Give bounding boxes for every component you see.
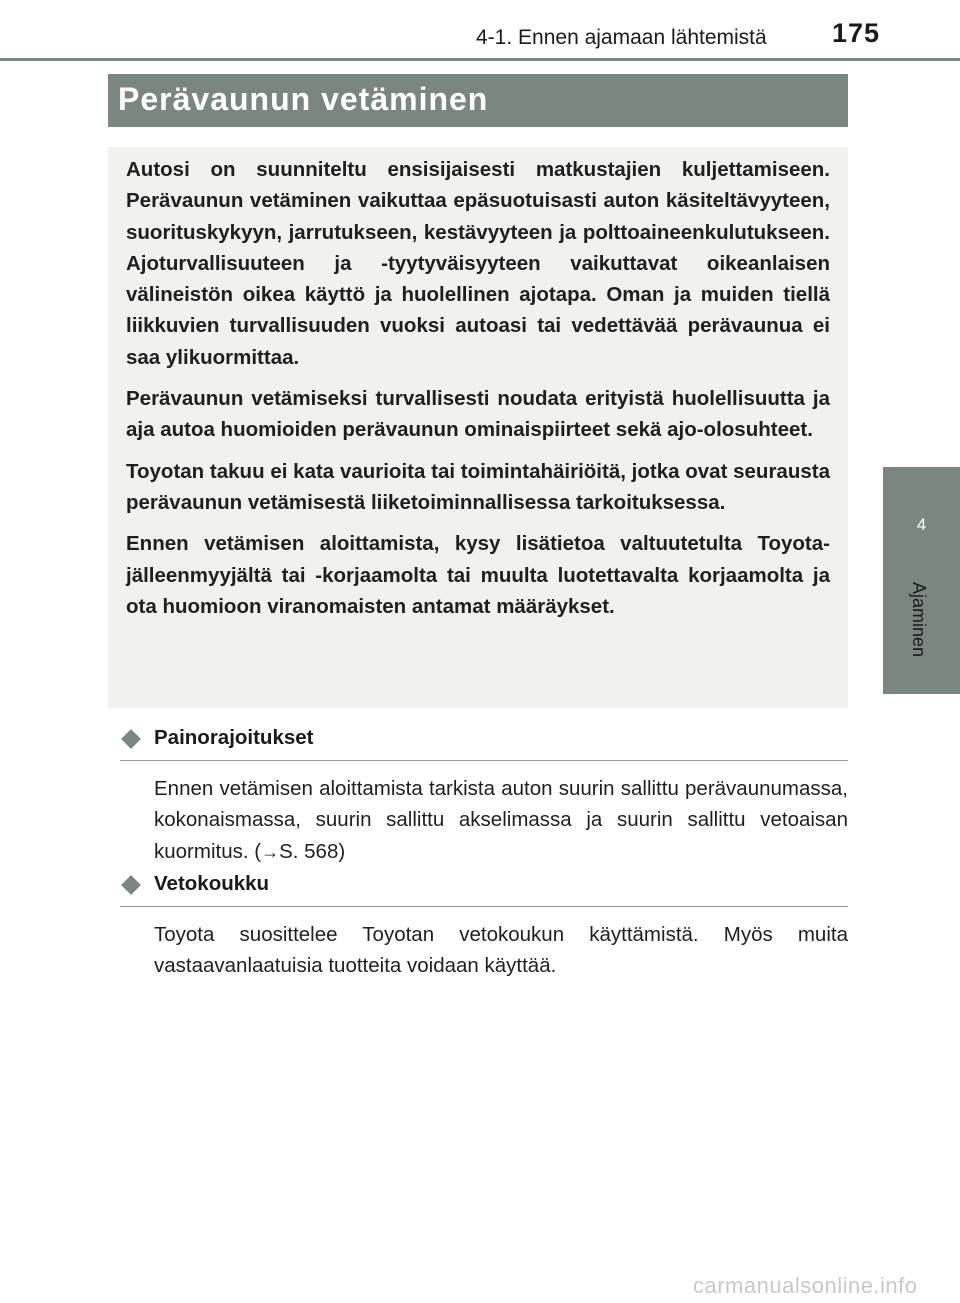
- section-tow-hitch: [120, 872, 848, 982]
- section-title: Painorajoitukset: [154, 726, 314, 749]
- page-number: 175: [832, 18, 881, 48]
- page-reference-link[interactable]: S. 568): [279, 839, 346, 863]
- chapter-label: Ajaminen: [909, 582, 929, 658]
- diamond-bullet-icon: [121, 729, 141, 749]
- intro-paragraph-2: Perävaunun vetämiseksi turvallisesti noudata erityistä huolellisuutta ja aja autoa huomioiden perävaunun ominaispiirteet sekä ajo-olosuhteet.: [126, 387, 830, 442]
- watermark: carmanualsonline.info: [693, 1273, 918, 1298]
- page-title: Perävaunun vetäminen: [118, 81, 489, 117]
- section-weight-limits: [120, 726, 848, 868]
- section-heading: [120, 872, 848, 907]
- intro-paragraph-1: Autosi on suunniteltu ensisijaisesti matkustajien kuljettamiseen. Perävaunun vetäminen vaikuttaa epäsuotuisasti auton käsiteltävyyteen, suorituskykyyn, jarrutukseen, kestävyyteen ja polttoaineenkulutukseen. Ajoturvallisuuteen ja -tyytyväisyyteen vaikuttavat oikeanlaisen välineistön oikea käyttö ja huolellinen ajotapa. Oman ja muiden tiellä liikkuvien turvallisuuden vuoksi autoasi tai vedettävää perävaunua ei saa ylikuormittaa.: [126, 158, 830, 369]
- chapter-tab: [883, 467, 960, 694]
- intro-box: [108, 147, 848, 708]
- section-title: Vetokoukku: [154, 872, 270, 895]
- header-divider: [0, 58, 960, 61]
- intro-paragraph-4: Ennen vetämisen aloittamista, kysy lisätietoa valtuutetulta Toyota-jälleenmyyjältä tai -korjaamolta tai muulta luotettavalta korjaamolta ja ota huomioon viranomaisten antamat määräykset.: [126, 532, 830, 618]
- section-body: Toyota suosittelee Toyotan vetokoukun käyttämistä. Myös muita vastaavanlaatuisia tuotteita voidaan käyttää.: [154, 923, 848, 978]
- section-body-text: Ennen vetämisen aloittamista tarkista auton suurin sallittu perävaunumassa, kokonaismassa, suurin sallittu akselimassa ja suurin sallittu vetoaisan kuormitus. (: [154, 777, 848, 863]
- arrow-icon: →: [261, 841, 280, 862]
- title-bar: [108, 74, 848, 127]
- diamond-bullet-icon: [121, 875, 141, 895]
- chapter-number: 4: [916, 515, 927, 534]
- section-heading: [120, 726, 848, 761]
- intro-paragraph-3: Toyotan takuu ei kata vaurioita tai toimintahäiriöitä, jotka ovat seurausta perävaunun vetämisestä liiketoiminnallisessa tarkoituksessa.: [126, 459, 830, 514]
- section-body: [154, 773, 848, 868]
- header-section-title: 4-1. Ennen ajamaan lähtemistä: [476, 26, 767, 49]
